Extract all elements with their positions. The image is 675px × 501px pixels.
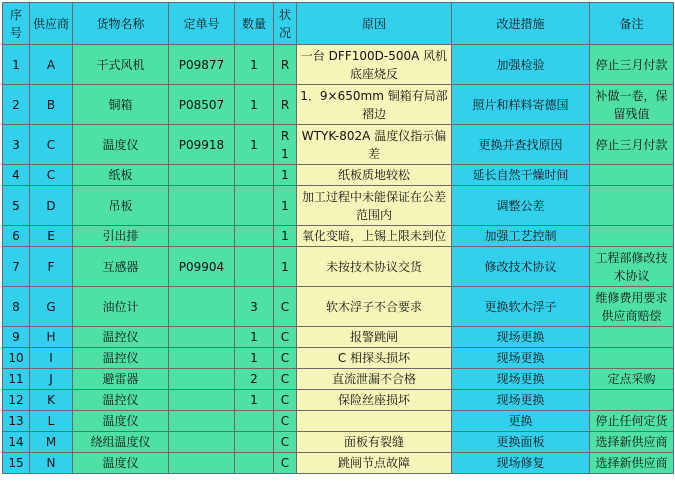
table-row <box>3 369 674 390</box>
cell-seq: 11 <box>3 369 30 390</box>
cell-reason: 加工过程中未能保证在公差范围内 <box>297 186 452 226</box>
cell-reason: 软木浮子不合要求 <box>297 287 452 327</box>
cell-action: 延长自然干燥时间 <box>452 165 590 186</box>
cell-note <box>590 348 674 369</box>
cell-note <box>590 186 674 226</box>
cell-reason: 纸板质地较松 <box>297 165 452 186</box>
cell-qty: 2 <box>235 369 274 390</box>
cell-goods: 油位计 <box>73 287 169 327</box>
cell-supplier: C <box>30 165 73 186</box>
cell-status: C <box>274 453 297 474</box>
cell-status: C <box>274 369 297 390</box>
table-row <box>3 85 674 125</box>
cell-supplier: M <box>30 432 73 453</box>
cell-action: 现场更换 <box>452 390 590 411</box>
cell-seq: 13 <box>3 411 30 432</box>
cell-status: C <box>274 432 297 453</box>
cell-order: P09918 <box>169 125 235 165</box>
cell-goods: 绕组温度仪 <box>73 432 169 453</box>
cell-supplier: D <box>30 186 73 226</box>
cell-note: 定点采购 <box>590 369 674 390</box>
header-seq: 序号 <box>3 3 30 45</box>
cell-reason: 1．9×650mm 铜箱有局部褶边 <box>297 85 452 125</box>
header-supplier: 供应商 <box>30 3 73 45</box>
cell-action: 加强检验 <box>452 45 590 85</box>
table-row <box>3 165 674 186</box>
cell-supplier: G <box>30 287 73 327</box>
cell-note: 维修费用要求供应商赔偿 <box>590 287 674 327</box>
cell-supplier: B <box>30 85 73 125</box>
cell-note: 停止三月付款 <box>590 125 674 165</box>
cell-qty: 1 <box>235 85 274 125</box>
cell-reason <box>297 411 452 432</box>
table-row <box>3 45 674 85</box>
cell-goods: 温控仪 <box>73 327 169 348</box>
cell-seq: 10 <box>3 348 30 369</box>
cell-seq: 9 <box>3 327 30 348</box>
cell-order <box>169 369 235 390</box>
cell-supplier: L <box>30 411 73 432</box>
cell-note <box>590 390 674 411</box>
cell-note: 停止三月付款 <box>590 45 674 85</box>
cell-reason: 未按技术协议交货 <box>297 247 452 287</box>
cell-action: 调整公差 <box>452 186 590 226</box>
cell-status: C <box>274 327 297 348</box>
cell-action: 加强工艺控制 <box>452 226 590 247</box>
cell-seq: 15 <box>3 453 30 474</box>
cell-order <box>169 390 235 411</box>
cell-order: P09904 <box>169 247 235 287</box>
cell-goods: 纸板 <box>73 165 169 186</box>
table-row <box>3 327 674 348</box>
cell-qty <box>235 186 274 226</box>
table-row <box>3 432 674 453</box>
cell-reason: 直流泄漏不合格 <box>297 369 452 390</box>
cell-reason: C 相探头损坏 <box>297 348 452 369</box>
cell-qty <box>235 411 274 432</box>
cell-goods: 干式风机 <box>73 45 169 85</box>
cell-order: P09877 <box>169 45 235 85</box>
cell-supplier: F <box>30 247 73 287</box>
cell-action: 现场修复 <box>452 453 590 474</box>
cell-seq: 7 <box>3 247 30 287</box>
cell-qty: 1 <box>235 125 274 165</box>
cell-reason: 氧化变暗，上锡上限未到位 <box>297 226 452 247</box>
cell-order <box>169 186 235 226</box>
cell-note: 补做一卷，保留残值 <box>590 85 674 125</box>
cell-qty: 1 <box>235 45 274 85</box>
cell-reason: 一台 DFF100D-500A 风机底座烧反 <box>297 45 452 85</box>
header-goods: 货物名称 <box>73 3 169 45</box>
cell-qty: 1 <box>235 390 274 411</box>
cell-status: R 1 <box>274 125 297 165</box>
cell-supplier: H <box>30 327 73 348</box>
cell-status: 1 <box>274 226 297 247</box>
cell-supplier: K <box>30 390 73 411</box>
table-row <box>3 453 674 474</box>
cell-order <box>169 226 235 247</box>
cell-goods: 铜箱 <box>73 85 169 125</box>
cell-action: 更换 <box>452 411 590 432</box>
table-row <box>3 348 674 369</box>
header-action: 改进措施 <box>452 3 590 45</box>
cell-goods: 温控仪 <box>73 390 169 411</box>
cell-qty <box>235 432 274 453</box>
cell-seq: 14 <box>3 432 30 453</box>
cell-order <box>169 348 235 369</box>
cell-reason: 保险丝座损坏 <box>297 390 452 411</box>
cell-seq: 4 <box>3 165 30 186</box>
cell-order <box>169 165 235 186</box>
cell-action: 现场更换 <box>452 369 590 390</box>
cell-qty <box>235 247 274 287</box>
cell-qty: 1 <box>235 348 274 369</box>
cell-action: 更换面板 <box>452 432 590 453</box>
cell-status: 1 <box>274 186 297 226</box>
cell-supplier: E <box>30 226 73 247</box>
cell-order <box>169 327 235 348</box>
cell-goods: 吊板 <box>73 186 169 226</box>
table-row <box>3 226 674 247</box>
cell-qty <box>235 165 274 186</box>
cell-seq: 6 <box>3 226 30 247</box>
cell-note <box>590 226 674 247</box>
cell-status: C <box>274 287 297 327</box>
cell-action: 修改技术协议 <box>452 247 590 287</box>
cell-seq: 12 <box>3 390 30 411</box>
table-row <box>3 186 674 226</box>
header-row <box>3 3 674 45</box>
cell-status: 1 <box>274 165 297 186</box>
cell-note: 工程部修改技术协议 <box>590 247 674 287</box>
cell-order <box>169 453 235 474</box>
header-status: 状况 <box>274 3 297 45</box>
cell-status: C <box>274 348 297 369</box>
cell-goods: 引出排 <box>73 226 169 247</box>
table-row <box>3 390 674 411</box>
cell-order <box>169 287 235 327</box>
cell-seq: 3 <box>3 125 30 165</box>
cell-action: 照片和样料寄德国 <box>452 85 590 125</box>
cell-reason: 跳闸节点故障 <box>297 453 452 474</box>
cell-note <box>590 165 674 186</box>
cell-goods: 温控仪 <box>73 348 169 369</box>
cell-goods: 温度仪 <box>73 125 169 165</box>
cell-seq: 2 <box>3 85 30 125</box>
cell-qty: 1 <box>235 327 274 348</box>
cell-note: 停止任何定货 <box>590 411 674 432</box>
table-row <box>3 125 674 165</box>
table-body <box>3 45 674 474</box>
cell-order <box>169 411 235 432</box>
cell-status: R <box>274 45 297 85</box>
cell-action: 现场更换 <box>452 327 590 348</box>
cell-goods: 温度仪 <box>73 411 169 432</box>
cell-supplier: A <box>30 45 73 85</box>
cell-action: 现场更换 <box>452 348 590 369</box>
cell-qty: 3 <box>235 287 274 327</box>
cell-goods: 温度仪 <box>73 453 169 474</box>
quality-issue-table <box>2 2 674 474</box>
cell-note <box>590 327 674 348</box>
header-order: 定单号 <box>169 3 235 45</box>
cell-status: C <box>274 390 297 411</box>
cell-action: 更换并查找原因 <box>452 125 590 165</box>
cell-qty <box>235 226 274 247</box>
cell-status: 1 <box>274 247 297 287</box>
cell-seq: 8 <box>3 287 30 327</box>
cell-status: C <box>274 411 297 432</box>
cell-reason: 报警跳闸 <box>297 327 452 348</box>
header-qty: 数量 <box>235 3 274 45</box>
cell-reason: WTYK-802A 温度仪指示偏差 <box>297 125 452 165</box>
cell-seq: 1 <box>3 45 30 85</box>
cell-goods: 避雷器 <box>73 369 169 390</box>
header-reason: 原因 <box>297 3 452 45</box>
cell-order: P08507 <box>169 85 235 125</box>
cell-seq: 5 <box>3 186 30 226</box>
table-row <box>3 287 674 327</box>
table-row <box>3 411 674 432</box>
cell-note: 选择新供应商 <box>590 432 674 453</box>
table-row <box>3 247 674 287</box>
cell-qty <box>235 453 274 474</box>
cell-reason: 面板有裂缝 <box>297 432 452 453</box>
cell-goods: 互感器 <box>73 247 169 287</box>
cell-supplier: J <box>30 369 73 390</box>
cell-supplier: N <box>30 453 73 474</box>
cell-action: 更换软木浮子 <box>452 287 590 327</box>
cell-order <box>169 432 235 453</box>
cell-supplier: I <box>30 348 73 369</box>
cell-supplier: C <box>30 125 73 165</box>
cell-note: 选择新供应商 <box>590 453 674 474</box>
cell-status: R <box>274 85 297 125</box>
header-note: 备注 <box>590 3 674 45</box>
